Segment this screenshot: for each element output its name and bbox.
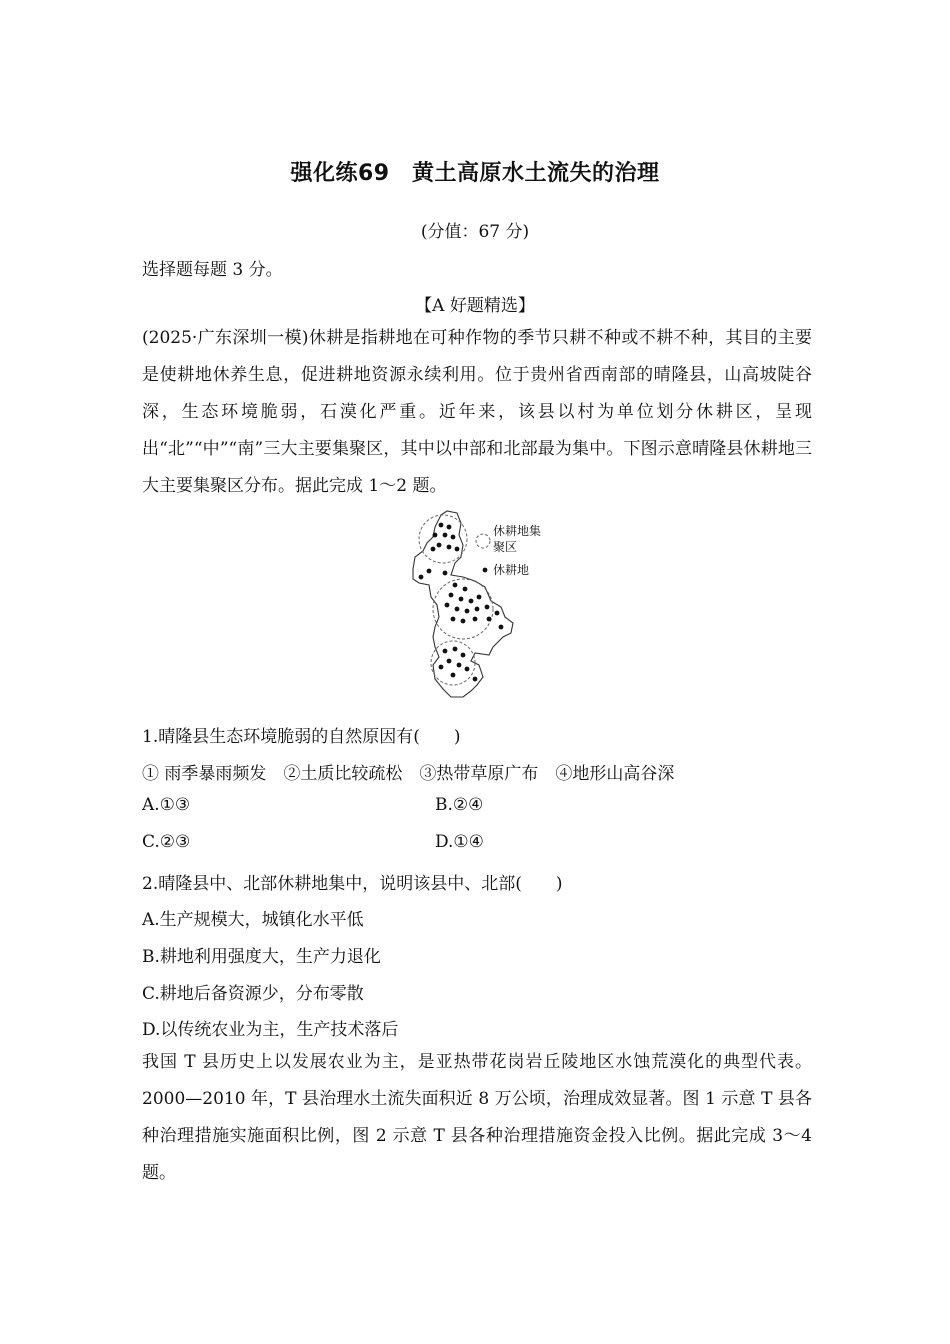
question-2-option-c[interactable]: C.耕地后备资源少，分布零散 — [142, 984, 364, 1004]
cluster-south — [431, 641, 475, 685]
question-1-option-c[interactable]: C.②③ — [142, 832, 191, 852]
cluster-north — [419, 515, 467, 563]
legend-point-label: 休耕地 — [493, 563, 530, 577]
section-heading: 【A 好题精选】 — [415, 296, 535, 316]
legend-cluster-label: 休耕地集 — [493, 524, 542, 538]
legend-cluster-icon — [476, 534, 490, 548]
page-title: 强化练69 黄土高原水土流失的治理 — [290, 161, 660, 186]
instruction-text: 选择题每题 3 分。 — [142, 260, 283, 280]
question-2-option-d[interactable]: D.以传统农业为主，生产技术落后 — [142, 1020, 399, 1040]
question-1-items: ① 雨季暴雨频发 ②土质比较疏松 ③热带草原广布 ④地形山高谷深 — [142, 764, 675, 784]
question-1-option-a[interactable]: A.①③ — [142, 795, 191, 815]
legend-cluster-label-2: 聚区 — [493, 540, 518, 554]
question-2-option-b[interactable]: B.耕地利用强度大，生产力退化 — [142, 947, 381, 967]
passage-2: 我国 T 县历史上以发展农业为主，是亚热带花岗岩丘陵地区水蚀荒漠化的典型代表。2000—2010 年，T 县治理水土流失面积近 8 万公顷，治理成效显著。图 1 示意 T 县各种治理措施实施面积比例，图 2 示意 T 县各种治理措施资金投入比例。据此完成 3～4 题。 — [142, 1052, 812, 1183]
fallow-points — [419, 523, 504, 682]
question-2-option-a[interactable]: A.生产规模大，城镇化水平低 — [142, 910, 364, 930]
county-outline — [413, 511, 513, 697]
question-1-option-b[interactable]: B.②④ — [435, 795, 484, 815]
score-note: (分值：67 分) — [420, 222, 530, 242]
question-1-option-d[interactable]: D.①④ — [435, 832, 484, 852]
question-1-stem: 1.晴隆县生态环境脆弱的自然原因有( ) — [142, 727, 461, 747]
question-2-stem: 2.晴隆县中、北部休耕地集中，说明该县中、北部( ) — [142, 874, 563, 894]
passage-1: (2025·广东深圳一模)休耕是指耕地在可种作物的季节只耕不种或不耕不种，其目的主要是使耕地休养生息，促进耕地资源永续利用。位于贵州省西南部的晴隆县，山高坡陡谷深，生态环境脆弱，石漠化严重。近年来，该县以村为单位划分休耕区，呈现出“北”“中”“南”三大主要集聚区，其中以中部和北部最为集中。下图示意晴隆县休耕地三大主要集聚区分布。据此完成 1～2 题。 — [142, 328, 812, 496]
legend-point-icon — [483, 568, 488, 573]
fallow-land-map — [405, 505, 565, 705]
